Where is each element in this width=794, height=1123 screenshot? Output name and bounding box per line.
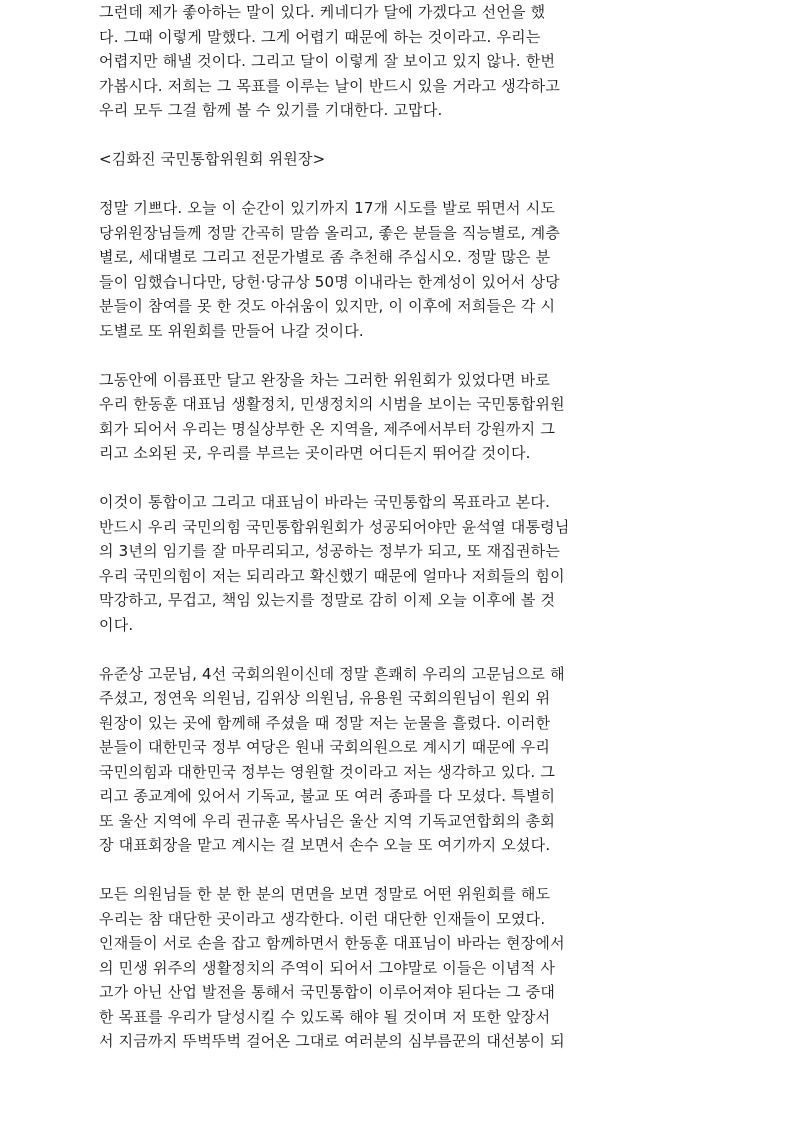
text-line: 국민의힘과 대한민국 정부는 영원할 것이라고 저는 생각하고 있다. 그 [99,762,556,781]
text-line: 우리 한동훈 대표님 생활정치, 민생정치의 시범을 보이는 국민통합위원 [99,395,565,413]
text-line: 한 목표를 우리가 달성시킬 수 있도록 해야 될 것이며 저 또한 앞장서 [99,1007,551,1026]
paragraph-spacer [99,466,693,491]
document-page [99,0,693,1054]
text-line: <김화진 국민통합위원회 위원장> [99,150,326,168]
text-line: 의 3년의 임기를 잘 마무리되고, 성공하는 정부가 되고, 또 재집권하는 [99,542,561,560]
text-line: 이것이 통합이고 그리고 대표님이 바라는 국민통합의 목표라고 본다. [99,493,551,511]
text-line: 우리 국민의힘이 저는 되리라고 확신했기 때문에 얼마나 저희들의 힘이 [99,566,565,585]
text-line: 어렵지만 해낼 것이다. 그리고 달이 이렇게 잘 보이고 있지 않나. 한번 [99,52,556,70]
text-line: 우리는 참 대단한 곳이라고 생각한다. 이런 대단한 인재들이 모였다. [99,909,546,928]
text-line: 모든 의원님들 한 분 한 분의 면면을 보면 정말로 어떤 위원회를 해도 [99,885,551,903]
text-line: 도별로 또 위원회를 만들어 나갈 것이다. [99,321,364,340]
text-line: 들이 임했습니다만, 당헌·당규상 50명 이내라는 한계성이 있어서 상당 [99,272,560,291]
text-line: 분들이 대한민국 정부 여당은 원내 국회의원으로 계시기 때문에 우리 [99,738,551,756]
text-line: 고가 아닌 산업 발전을 통해서 국민통합이 이루어져야 된다는 그 중대 [99,983,556,1001]
paragraph-spacer [99,637,693,662]
text-line: 가봅시다. 저희는 그 목표를 이루는 날이 반드시 있을 거라고 생각하고 [99,76,561,95]
text-line: 별로, 세대별로 그리고 전문가별로 좀 추천해 주십시오. 정말 많은 분 [99,248,551,266]
text-line: 주셨고, 정연욱 의원님, 김위상 의원님, 유용원 국회의원님이 원외 위 [99,689,551,707]
paragraph [99,490,693,637]
text-line: 의 민생 위주의 생활정치의 주역이 되어서 그야말로 이들은 이념적 사 [99,958,556,977]
text-line: 회가 되어서 우리는 명실상부한 온 지역을, 제주에서부터 강원까지 그 [99,419,556,438]
paragraph [99,368,693,466]
text-line: 서 지금까지 뚜벅뚜벅 걸어온 그대로 여러분의 심부름꾼의 대선봉이 되 [99,1032,565,1050]
paragraph [99,196,693,343]
text-line: 분들이 참여를 못 한 것도 아쉬움이 있지만, 이 이후에 저희들은 각 시 [99,297,556,315]
document-body [99,0,693,1054]
text-line: 막강하고, 무겁고, 책임 있는지를 정말로 감히 이제 오늘 이후에 볼 것 [99,591,556,609]
text-line: 인재들이 서로 손을 잡고 함께하면서 한동훈 대표님이 바라는 현장에서 [99,934,565,952]
text-line: 이다. [99,615,134,634]
paragraph [99,882,693,1054]
text-line: 그동안에 이름표만 달고 완장을 차는 그러한 위원회가 있었다면 바로 [99,370,551,389]
text-line: 그런데 제가 좋아하는 말이 있다. 케네디가 달에 가겠다고 선언을 했 [99,3,546,21]
paragraph-spacer [99,343,693,368]
text-line: 반드시 우리 국민의힘 국민통합위원회가 성공되어야만 윤석열 대통령님 [99,517,570,536]
paragraph-spacer [99,123,693,148]
text-line: 당위원장님들께 정말 간곡히 말씀 올리고, 좋은 분들을 직능별로, 계층 [99,223,561,242]
text-line: 또 울산 지역에 우리 권규훈 목사님은 울산 지역 기독교연합회의 총회 [99,811,556,830]
text-line: 우리 모두 그걸 함께 볼 수 있기를 기대한다. 고맙다. [99,101,443,119]
paragraph [99,0,693,123]
section-heading [99,147,693,172]
text-line: 정말 기쁘다. 오늘 이 순간이 있기까지 17개 시도를 발로 뛰면서 시도 [99,199,556,217]
text-line: 원장이 있는 곳에 함께해 주셨을 때 정말 저는 눈물을 흘렸다. 이러한 [99,713,551,732]
text-line: 리고 종교계에 있어서 기독교, 불교 또 여러 종파를 다 모셨다. 특별히 [99,787,556,805]
text-line: 장 대표회장을 맡고 계시는 걸 보면서 손수 오늘 또 여기까지 오셨다. [99,836,551,854]
text-line: 유준상 고문님, 4선 국회의원이신데 정말 흔쾌히 우리의 고문님으로 해 [99,664,565,683]
paragraph [99,662,693,858]
paragraph-spacer [99,172,693,197]
text-line: 리고 소외된 곳, 우리를 부르는 곳이라면 어디든지 뛰어갈 것이다. [99,444,531,462]
text-line: 다. 그때 이렇게 말했다. 그게 어렵기 때문에 하는 것이라고. 우리는 [99,27,541,46]
paragraph-spacer [99,858,693,883]
